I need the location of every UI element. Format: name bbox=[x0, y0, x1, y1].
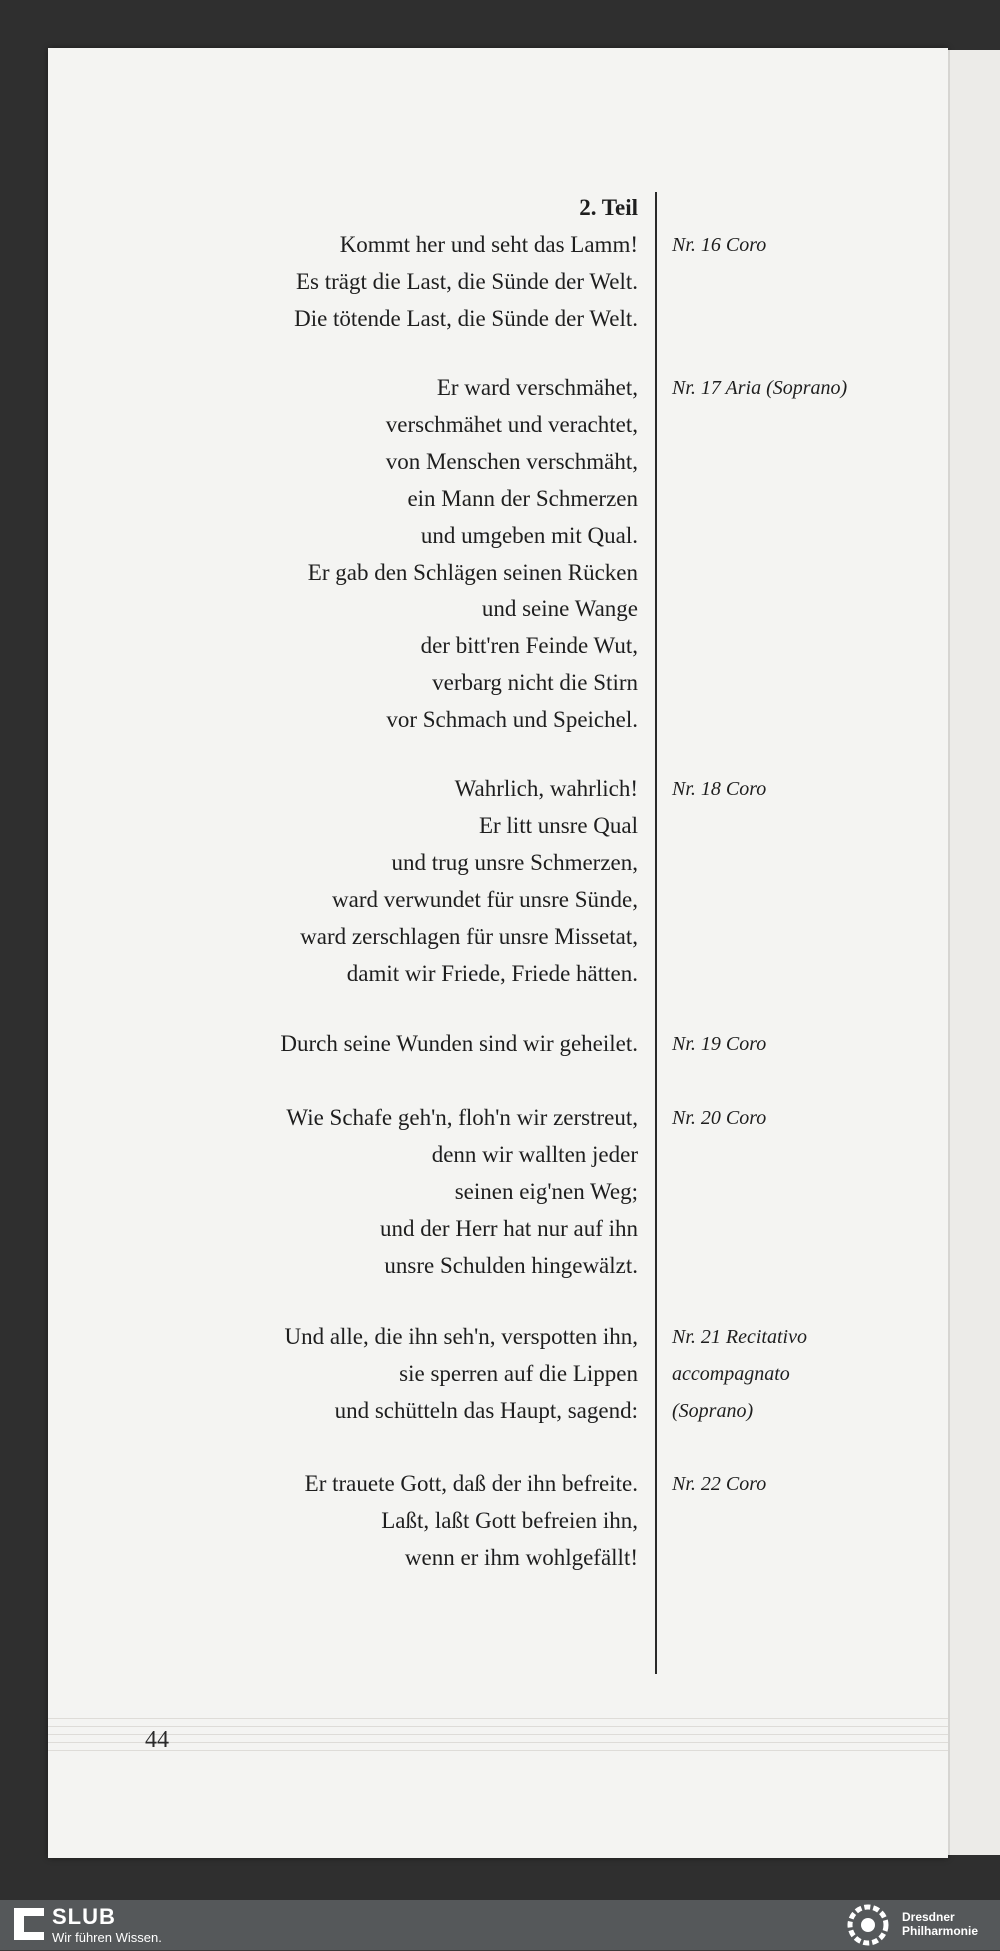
text-line: und trug unsre Schmerzen, bbox=[391, 849, 638, 875]
text-line: wenn er ihm wohlgefällt! bbox=[404, 1544, 638, 1570]
text-line: sie sperren auf die Lippen bbox=[399, 1360, 638, 1386]
next-page-edge bbox=[948, 50, 1000, 1855]
partner-name-line2: Philharmonie bbox=[902, 1924, 979, 1938]
text-line: und umgeben mit Qual. bbox=[420, 522, 638, 548]
text-line: ward verwundet für unsre Sünde, bbox=[332, 886, 638, 912]
text-section-21 bbox=[150, 1319, 638, 1430]
text-line: verbarg nicht die Stirn bbox=[432, 670, 638, 696]
slub-logo-icon bbox=[14, 1908, 44, 1945]
text-line: Wie Schafe geh'n, floh'n wir zerstreut, bbox=[286, 1105, 638, 1130]
label-line: Nr. 18 Coro bbox=[672, 778, 767, 800]
text-line: und schütteln das Haupt, sagend: bbox=[334, 1397, 638, 1423]
text-line: Kommt her und seht das Lamm! bbox=[339, 232, 638, 257]
text-section-22 bbox=[150, 1466, 638, 1577]
text-section-17 bbox=[150, 370, 638, 739]
movement-label-22 bbox=[672, 1466, 912, 1503]
library-slogan: Wir führen Wissen. bbox=[52, 1930, 162, 1945]
label-line: (Soprano) bbox=[672, 1400, 754, 1422]
text-line: Die tötende Last, die Sünde der Welt. bbox=[294, 305, 638, 331]
label-line: Nr. 22 Coro bbox=[672, 1473, 767, 1495]
movement-label-17 bbox=[672, 370, 912, 407]
page-number: 44 bbox=[145, 1727, 169, 1753]
text-line: Er ward verschmähet, bbox=[436, 375, 638, 400]
movement-label-20 bbox=[672, 1100, 912, 1137]
footer-bar bbox=[0, 1900, 1000, 1950]
library-name: SLUB bbox=[52, 1904, 116, 1929]
text-line: Er trauete Gott, daß der ihn befreite. bbox=[304, 1471, 638, 1496]
text-line: seinen eig'nen Weg; bbox=[454, 1178, 638, 1204]
text-section-20 bbox=[150, 1100, 638, 1285]
text-section-16 bbox=[150, 227, 638, 338]
label-line: Nr. 20 Coro bbox=[672, 1107, 767, 1129]
text-line: Es trägt die Last, die Sünde der Welt. bbox=[295, 268, 638, 294]
movement-label-21 bbox=[672, 1319, 912, 1430]
text-line: Und alle, die ihn seh'n, verspotten ihn, bbox=[284, 1324, 638, 1349]
text-line: damit wir Friede, Friede hätten. bbox=[346, 960, 638, 986]
partner-name-line1: Dresdner bbox=[902, 1910, 955, 1924]
movement-label-18 bbox=[672, 771, 912, 808]
text-section-19 bbox=[150, 1026, 638, 1063]
movement-label-16 bbox=[672, 227, 912, 264]
text-line: ward zerschlagen für unsre Missetat, bbox=[300, 923, 638, 949]
text-line: Durch seine Wunden sind wir geheilet. bbox=[280, 1031, 638, 1056]
text-line: Laßt, laßt Gott befreien ihn, bbox=[381, 1507, 638, 1533]
text-line: Er litt unsre Qual bbox=[478, 812, 638, 838]
text-line: Wahrlich, wahrlich! bbox=[454, 776, 638, 801]
text-section-18 bbox=[150, 771, 638, 992]
text-line: von Menschen verschmäht, bbox=[385, 448, 638, 474]
column-divider bbox=[655, 192, 657, 1674]
text-line: denn wir wallten jeder bbox=[431, 1141, 638, 1167]
part-heading: 2. Teil bbox=[579, 195, 638, 220]
movement-label-19 bbox=[672, 1026, 912, 1063]
decorative-staff-lines bbox=[48, 1718, 948, 1758]
text-line: verschmähet und verachtet, bbox=[385, 411, 638, 437]
label-line: accompagnato bbox=[672, 1363, 790, 1385]
label-line: Nr. 19 Coro bbox=[672, 1033, 767, 1055]
text-line: und seine Wange bbox=[481, 596, 638, 622]
text-line: ein Mann der Schmerzen bbox=[407, 485, 638, 511]
label-line: Nr. 16 Coro bbox=[672, 234, 767, 256]
partner-name bbox=[902, 1910, 978, 1938]
part-heading-block bbox=[150, 190, 638, 227]
label-line: Nr. 17 Aria (Soprano) bbox=[672, 377, 848, 399]
text-line: der bitt'ren Feinde Wut, bbox=[420, 633, 638, 659]
text-line: Er gab den Schlägen seinen Rücken bbox=[307, 559, 638, 585]
philharmonie-logo-icon bbox=[842, 1904, 894, 1951]
text-line: und der Herr hat nur auf ihn bbox=[379, 1215, 638, 1241]
text-line: unsre Schulden hingewälzt. bbox=[384, 1252, 638, 1278]
text-line: vor Schmach und Speichel. bbox=[386, 707, 638, 733]
label-line: Nr. 21 Recitativo bbox=[672, 1326, 807, 1348]
